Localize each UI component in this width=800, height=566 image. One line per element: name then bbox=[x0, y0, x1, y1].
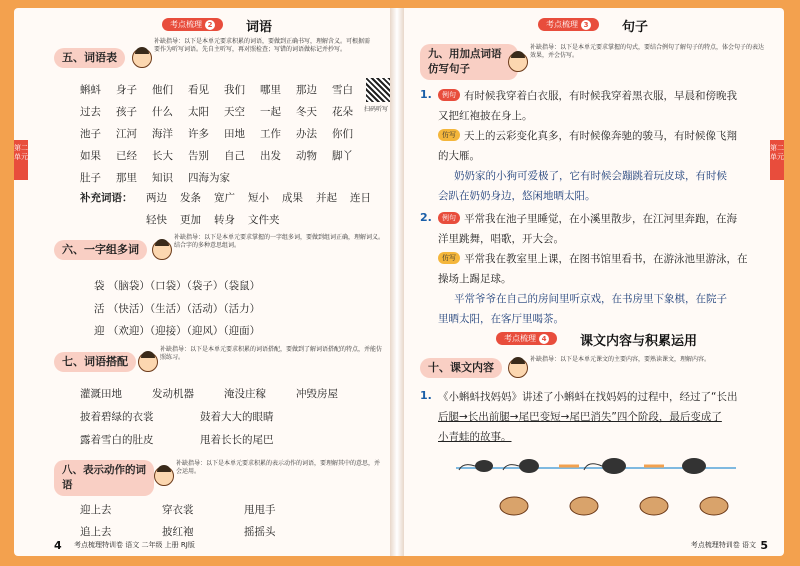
multi-word-row-2: 活 （快活）（生活）（活动）（活力） bbox=[94, 303, 261, 315]
item-2-imitate-cont: 操场上踢足球。 bbox=[438, 273, 512, 285]
collocation-phrase: 发动机器 bbox=[152, 388, 194, 400]
item-1-imitate: 天上的云彩变化真多，有时候像奔驰的骏马，有时候像飞翔 bbox=[464, 130, 737, 142]
vocab-word: 花朵 bbox=[332, 106, 353, 118]
collocation-phrase: 淹没庄稼 bbox=[224, 388, 266, 400]
badge-label: 考点梳理 bbox=[170, 20, 202, 29]
topic-badge-2 bbox=[162, 18, 223, 31]
action-word: 迎上去 bbox=[80, 504, 112, 516]
extra-word: 宽广 bbox=[214, 192, 235, 204]
item-1-answer-cont: 会趴在奶奶身边，悠闲地晒太阳。 bbox=[438, 190, 596, 202]
section-6-title: 六、一字组多词 bbox=[54, 240, 147, 260]
section-7-guide: 补缺指导：以下是本单元要求积累的词语搭配，要做到了解词语搭配的特点，并能仿照练习。 bbox=[160, 346, 383, 361]
student-mascot-icon bbox=[508, 52, 528, 72]
vocab-word: 我们 bbox=[224, 84, 245, 96]
collocation-phrase: 披着碧绿的衣裳 bbox=[80, 411, 154, 423]
lesson-summary-line-1: 《小蝌蚪找妈妈》讲述了小蝌蚪在找妈妈的过程中，经过了“长出 bbox=[438, 391, 738, 403]
unit-edge-tab-right: 第二单元 bbox=[770, 140, 784, 180]
extra-word: 轻快 bbox=[146, 214, 167, 226]
tadpole-stage-4-icon bbox=[682, 458, 706, 474]
extra-word: 成果 bbox=[282, 192, 303, 204]
item-1-number: 1. bbox=[420, 88, 432, 101]
badge-label: 考点梳理 bbox=[546, 20, 578, 29]
topic-badge-4 bbox=[496, 332, 557, 345]
tadpole-stage-2-icon bbox=[503, 459, 539, 473]
section-8-title: 八、表示动作的词语 bbox=[54, 460, 154, 496]
student-mascot-icon bbox=[152, 240, 172, 260]
item-10-1-number: 1. bbox=[420, 389, 432, 402]
item-1-example: 有时候我穿着白衣服，有时候我穿着黑衣服，早晨和傍晚我 bbox=[464, 90, 737, 102]
action-word: 披红袍 bbox=[162, 526, 194, 538]
footer-left: 考点梳理特训卷 语文 二年级 上册 RJ版 bbox=[74, 541, 195, 549]
imitate-tag: 仿写 bbox=[438, 129, 460, 141]
vocab-word: 看见 bbox=[188, 84, 209, 96]
extra-words-label: 补充词语： bbox=[80, 192, 133, 204]
extra-word: 文件夹 bbox=[248, 214, 280, 226]
extra-word: 连日 bbox=[350, 192, 371, 204]
item-1-example-cont: 又把红袍披在身上。 bbox=[438, 110, 533, 122]
vocab-word: 那边 bbox=[296, 84, 317, 96]
collocation-phrase: 冲毁房屋 bbox=[296, 388, 338, 400]
collocation-phrase: 鼓着大大的眼睛 bbox=[200, 411, 274, 423]
vocab-word: 冬天 bbox=[296, 106, 317, 118]
section-9-title-line-1: 九、用加点词语 bbox=[428, 48, 502, 60]
vocab-word: 太阳 bbox=[188, 106, 209, 118]
vocab-word: 海洋 bbox=[152, 128, 173, 140]
vocab-word: 自己 bbox=[224, 150, 245, 162]
vocab-word: 孩子 bbox=[116, 106, 137, 118]
vocab-word: 知识 bbox=[152, 172, 173, 184]
vocab-word: 蝌蚪 bbox=[80, 84, 101, 96]
lesson-summary-line-2: 后腿→长出前腿→尾巴变短→尾巴消失”四个阶段，最后变成了 bbox=[438, 411, 722, 423]
extra-word: 更加 bbox=[180, 214, 201, 226]
multi-word-row-3: 迎 （欢迎）（迎接）（迎风）（迎面） bbox=[94, 325, 261, 337]
vocab-word: 出发 bbox=[260, 150, 281, 162]
action-word: 穿衣裳 bbox=[162, 504, 194, 516]
extra-word: 转身 bbox=[214, 214, 235, 226]
item-2-number: 2. bbox=[420, 211, 432, 224]
tadpole-stage-3-icon bbox=[584, 458, 626, 474]
vocab-word: 告别 bbox=[188, 150, 209, 162]
collocation-phrase: 灌溉田地 bbox=[80, 388, 122, 400]
badge-number: 4 bbox=[539, 334, 549, 344]
vocab-word: 已经 bbox=[116, 150, 137, 162]
qr-code-icon[interactable] bbox=[366, 78, 390, 102]
vocab-word: 雪白 bbox=[332, 84, 353, 96]
section-10-guide: 补缺指导：以下是本单元课文的主要内容，要熟读课文，理解内容。 bbox=[530, 356, 711, 363]
section-10-title: 十、课文内容 bbox=[420, 358, 502, 378]
vocab-word: 一起 bbox=[260, 106, 281, 118]
collocation-phrase: 露着雪白的肚皮 bbox=[80, 434, 154, 446]
vocab-word: 那里 bbox=[116, 172, 137, 184]
page-number-right: 5 bbox=[760, 539, 768, 552]
topic-badge-3 bbox=[538, 18, 599, 31]
vocab-word: 他们 bbox=[152, 84, 173, 96]
item-2-answer-cont: 里晒太阳，在客厅里喝茶。 bbox=[438, 313, 564, 325]
vocab-word: 工作 bbox=[260, 128, 281, 140]
item-1-imitate-cont: 的大雁。 bbox=[438, 150, 480, 162]
action-word: 追上去 bbox=[80, 526, 112, 538]
vocab-word: 长大 bbox=[152, 150, 173, 162]
lesson-summary-line-3: 小青蛙的故事。 bbox=[438, 431, 512, 443]
vocab-word: 什么 bbox=[152, 106, 173, 118]
vocab-word: 江河 bbox=[116, 128, 137, 140]
multi-word-row-1: 袋 （脑袋）（口袋）（袋子）（袋鼠） bbox=[94, 280, 261, 292]
vocab-word: 你们 bbox=[332, 128, 353, 140]
tadpole-growth-illustration bbox=[454, 448, 744, 528]
vocab-word: 哪里 bbox=[260, 84, 281, 96]
student-mascot-icon bbox=[138, 352, 158, 372]
vocab-word: 田地 bbox=[224, 128, 245, 140]
page-number-left: 4 bbox=[54, 539, 62, 552]
section-6-guide: 补缺指导：以下是本单元要求掌握的一字组多词，要做到组词正确，理解词义。结合字的多种意思组词。 bbox=[174, 234, 385, 249]
example-tag: 例句 bbox=[438, 212, 460, 224]
frog-stage-icons bbox=[500, 497, 728, 515]
item-1-answer: 奶奶家的小狗可爱极了，它有时候会蹦跳着玩皮球，有时候 bbox=[454, 170, 727, 182]
section-5-title: 五、词语表 bbox=[54, 48, 125, 68]
vocab-word: 如果 bbox=[80, 150, 101, 162]
footer-right: 考点梳理特训卷 语文 bbox=[690, 541, 756, 549]
action-word: 摇摇头 bbox=[244, 526, 276, 538]
section-9-title bbox=[420, 44, 518, 80]
vocab-word: 四海为家 bbox=[188, 172, 230, 184]
student-mascot-icon bbox=[132, 48, 152, 68]
book-gutter bbox=[390, 8, 404, 556]
vocab-word: 许多 bbox=[188, 128, 209, 140]
imitate-tag: 仿写 bbox=[438, 252, 460, 264]
badge-number: 3 bbox=[581, 20, 591, 30]
extra-word: 短小 bbox=[248, 192, 269, 204]
right-page bbox=[404, 8, 784, 556]
vocab-word: 身子 bbox=[116, 84, 137, 96]
example-tag: 例句 bbox=[438, 89, 460, 101]
vocab-word: 池子 bbox=[80, 128, 101, 140]
section-7-title: 七、词语搭配 bbox=[54, 352, 136, 372]
vocab-word: 办法 bbox=[296, 128, 317, 140]
unit-edge-tab-left: 第二单元 bbox=[14, 140, 28, 180]
vocab-word: 天空 bbox=[224, 106, 245, 118]
vocab-word: 肚子 bbox=[80, 172, 101, 184]
collocation-phrase: 甩着长长的尾巴 bbox=[200, 434, 274, 446]
badge-number: 2 bbox=[205, 20, 215, 30]
left-page bbox=[14, 8, 390, 556]
student-mascot-icon bbox=[508, 358, 528, 378]
student-mascot-icon bbox=[154, 466, 174, 486]
item-2-example-cont: 洋里跳舞，唱歌，开大会。 bbox=[438, 233, 564, 245]
badge-label: 考点梳理 bbox=[504, 334, 536, 343]
extra-word: 两边 bbox=[146, 192, 167, 204]
extra-word: 发条 bbox=[180, 192, 201, 204]
section-9-guide: 补缺指导：以下是本单元要求掌握的句式，要结合例句了解句子的特点，体会句子的表达效果，并会仿写。 bbox=[530, 44, 765, 59]
page-heading-right: 句子 bbox=[622, 20, 649, 35]
item-2-imitate: 平常我在教室里上课，在图书馆里看书，在游泳池里游泳，在 bbox=[464, 253, 748, 265]
section-heading-4: 课文内容与积累运用 bbox=[580, 334, 698, 349]
section-9-title-line-2: 仿写句子 bbox=[428, 63, 470, 75]
item-2-answer: 平常爷爷在自己的房间里听京戏，在书房里下象棋，在院子 bbox=[454, 293, 727, 305]
vocab-word: 过去 bbox=[80, 106, 101, 118]
page-heading-left: 词语 bbox=[246, 20, 273, 35]
item-2-example: 平常我在池子里睡觉，在小溪里散步，在江河里奔跑，在海 bbox=[464, 213, 737, 225]
extra-word: 并起 bbox=[316, 192, 337, 204]
section-8-guide: 补缺指导：以下是本单元要求积累的表示动作的词语，要理解其中的意思，并会运用。 bbox=[176, 460, 381, 475]
tadpole-stage-1-icon bbox=[459, 460, 493, 472]
qr-caption: 扫码听写 bbox=[364, 106, 389, 113]
vocab-word: 脚丫 bbox=[332, 150, 353, 162]
section-5-guide: 补缺指导：以下是本单元要求积累的词语，要做到正确书写，理解含义。可根据需要作为听写词语。先自主听写，再对照检查；写错的词语做标记并抄写。 bbox=[154, 38, 371, 53]
vocab-word: 动物 bbox=[296, 150, 317, 162]
action-word: 甩甩手 bbox=[244, 504, 276, 516]
